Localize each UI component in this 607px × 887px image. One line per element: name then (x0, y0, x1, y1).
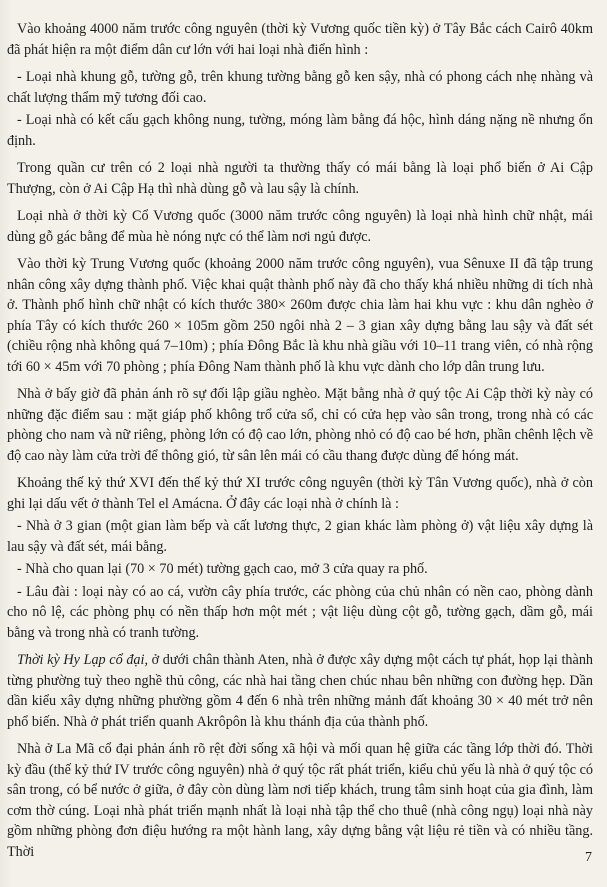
paragraph-ancient-rome: Nhà ở La Mã cổ đại phản ánh rõ rệt đời sống xã hội và mối quan hệ giữa các tầng lớp thời đó. Thời kỳ đầu (thế kỷ thứ IV trước công nguyên) nhà ở quý tộc rất phát triển, kiểu chủ yếu là nhà ở quý tộc có sân trong, có bể nước ở giữa, ở đây còn dùng làm nơi tiếp khách, trung tâm sinh hoạt của gia đình, làm cơm thờ cúng. Loại nhà phát triển mạnh nhất là loại nhà tập thể cho thuê (nhà công ngụ) loại nhà này gồm những phòng đơn điệu hướng ra một hành lang, xây dựng bằng vật liệu rẻ tiền và có nhiều tầng. Thời (7, 741, 593, 860)
page-number: 7 (585, 850, 592, 865)
paragraph-middle-kingdom: Vào thời kỳ Trung Vương quốc (khoảng 2000 năm trước công nguyên), vua Sênuxe II đã tập trung nhân công xây dựng thành phố. Việc khai quật thành phố này đã cho thấy khá nhiều những di tích nhà ở. Thành phố hình chữ nhật có kích thước 380× 260m được chia làm hai khu vực : khu dân nghèo ở phía Tây có kích thước 260 × 105m gồm 250 ngôi nhà 2 – 3 gian xây dựng bằng lau sậy và đất sét (chiều rộng nhà không quá 7–10m) ; phía Đông Bắc là khu nhà giầu với 10–11 trang viên, có nhà rộng tới 60 × 45m với 70 phòng ; phía Đông Nam thành phố là khu vực dành cho lớp dân trung lưu. (7, 256, 593, 375)
greece-lead-italic: Thời kỳ Hy Lạp cổ đại, (17, 652, 149, 668)
paragraph-intro: Vào khoảng 4000 năm trước công nguyên (thời kỳ Vương quốc tiền kỳ) ở Tây Bắc cách Cairô 40km đã phát hiện ra một điểm dân cư lớn với hai loại nhà điển hình : (7, 21, 593, 58)
paragraph-rich-poor: Nhà ở bấy giờ đã phản ánh rõ sự đối lập giầu nghèo. Mặt bằng nhà ở quý tộc Ai Cập thời kỳ này có những đặc điểm sau : mặt giáp phố không trổ cửa sổ, chỉ có cửa hẹp vào sân trong, trong nhà có các phòng cho nam và nữ riêng, phòng lớn có độ cao lớn, phòng nhỏ có độ cao bé hơn, phần chênh lệch về độ cao này làm cửa trời để thông gió, từ sân lên mái có cầu thang được dùng để hóng mát. (7, 386, 593, 464)
paragraph-upper-lower-egypt: Trong quần cư trên có 2 loại nhà người ta thường thấy có mái bằng là loại phổ biến ở Ai Cập Thượng, còn ở Ai Cập Hạ thì nhà dùng gỗ và lau sậy là chính. (7, 160, 593, 197)
paragraph-old-kingdom: Loại nhà ở thời kỳ Cổ Vương quốc (3000 năm trước công nguyên) là loại nhà hình chữ nhật, mái dùng gỗ gác bằng để mùa hè nóng nực có thể làm nơi ngủ được. (7, 208, 593, 245)
paragraph-brick-house: - Loại nhà có kết cấu gạch không nung, tường, móng làm bằng đá hộc, hình dáng nặng nề nhưng ổn định. (7, 112, 593, 149)
paragraph-wood-house: - Loại nhà khung gỗ, tường gỗ, trên khung tường bằng gỗ ken sậy, nhà có phong cách nhẹ nhàng và chất lượng thẩm mỹ tương đối cao. (7, 69, 593, 106)
paragraph-official-house: - Nhà cho quan lại (70 × 70 mét) tường gạch cao, mở 3 cửa quay ra phố. (17, 561, 428, 577)
paragraph-ancient-greece (7, 650, 593, 732)
paragraph-three-room-house: - Nhà ở 3 gian (một gian làm bếp và cất lương thực, 2 gian khác làm phòng ở) vật liệu xây dựng là lau sậy và đất sét, mái bằng. (7, 518, 593, 555)
greece-text-continued: nhau bên những con đường hẹp. Dần dần kiểu xây dựng những phường gồm 4 đến 6 nhà trên những mảnh đất khoảng 30 × 40 mét trở nên phổ biến. Nhà ở phát triển quanh Akrôpôn là khu thánh địa của thành phố. (7, 672, 593, 730)
greece-text: ở dưới chân thành Aten, nhà ở được xây dựng một cách tự phát, họp lại thành từng phường tuỳ theo nghề thủ công, các nhà hai tầng chen chúc (7, 652, 594, 689)
paragraph-palace: - Lâu đài : loại này có ao cá, vườn cây phía trước, các phòng của chủ nhân có nền cao, phòng dành cho nô lệ, các phòng phụ có nền thấp hơn một mét ; vật liệu dùng cột gỗ, tường gạch, dầm gỗ, mái bằng và trong nhà có tranh tường. (7, 583, 593, 641)
body-text (7, 19, 593, 869)
paragraph-new-kingdom: Khoảng thế kỷ thứ XVI đến thế kỷ thứ XI trước công nguyên (thời kỳ Tân Vương quốc), nhà ở còn ghi lại dấu vết ở thành Tel el Amácna. Ở đây các loại nhà ở chính là : (7, 475, 593, 512)
